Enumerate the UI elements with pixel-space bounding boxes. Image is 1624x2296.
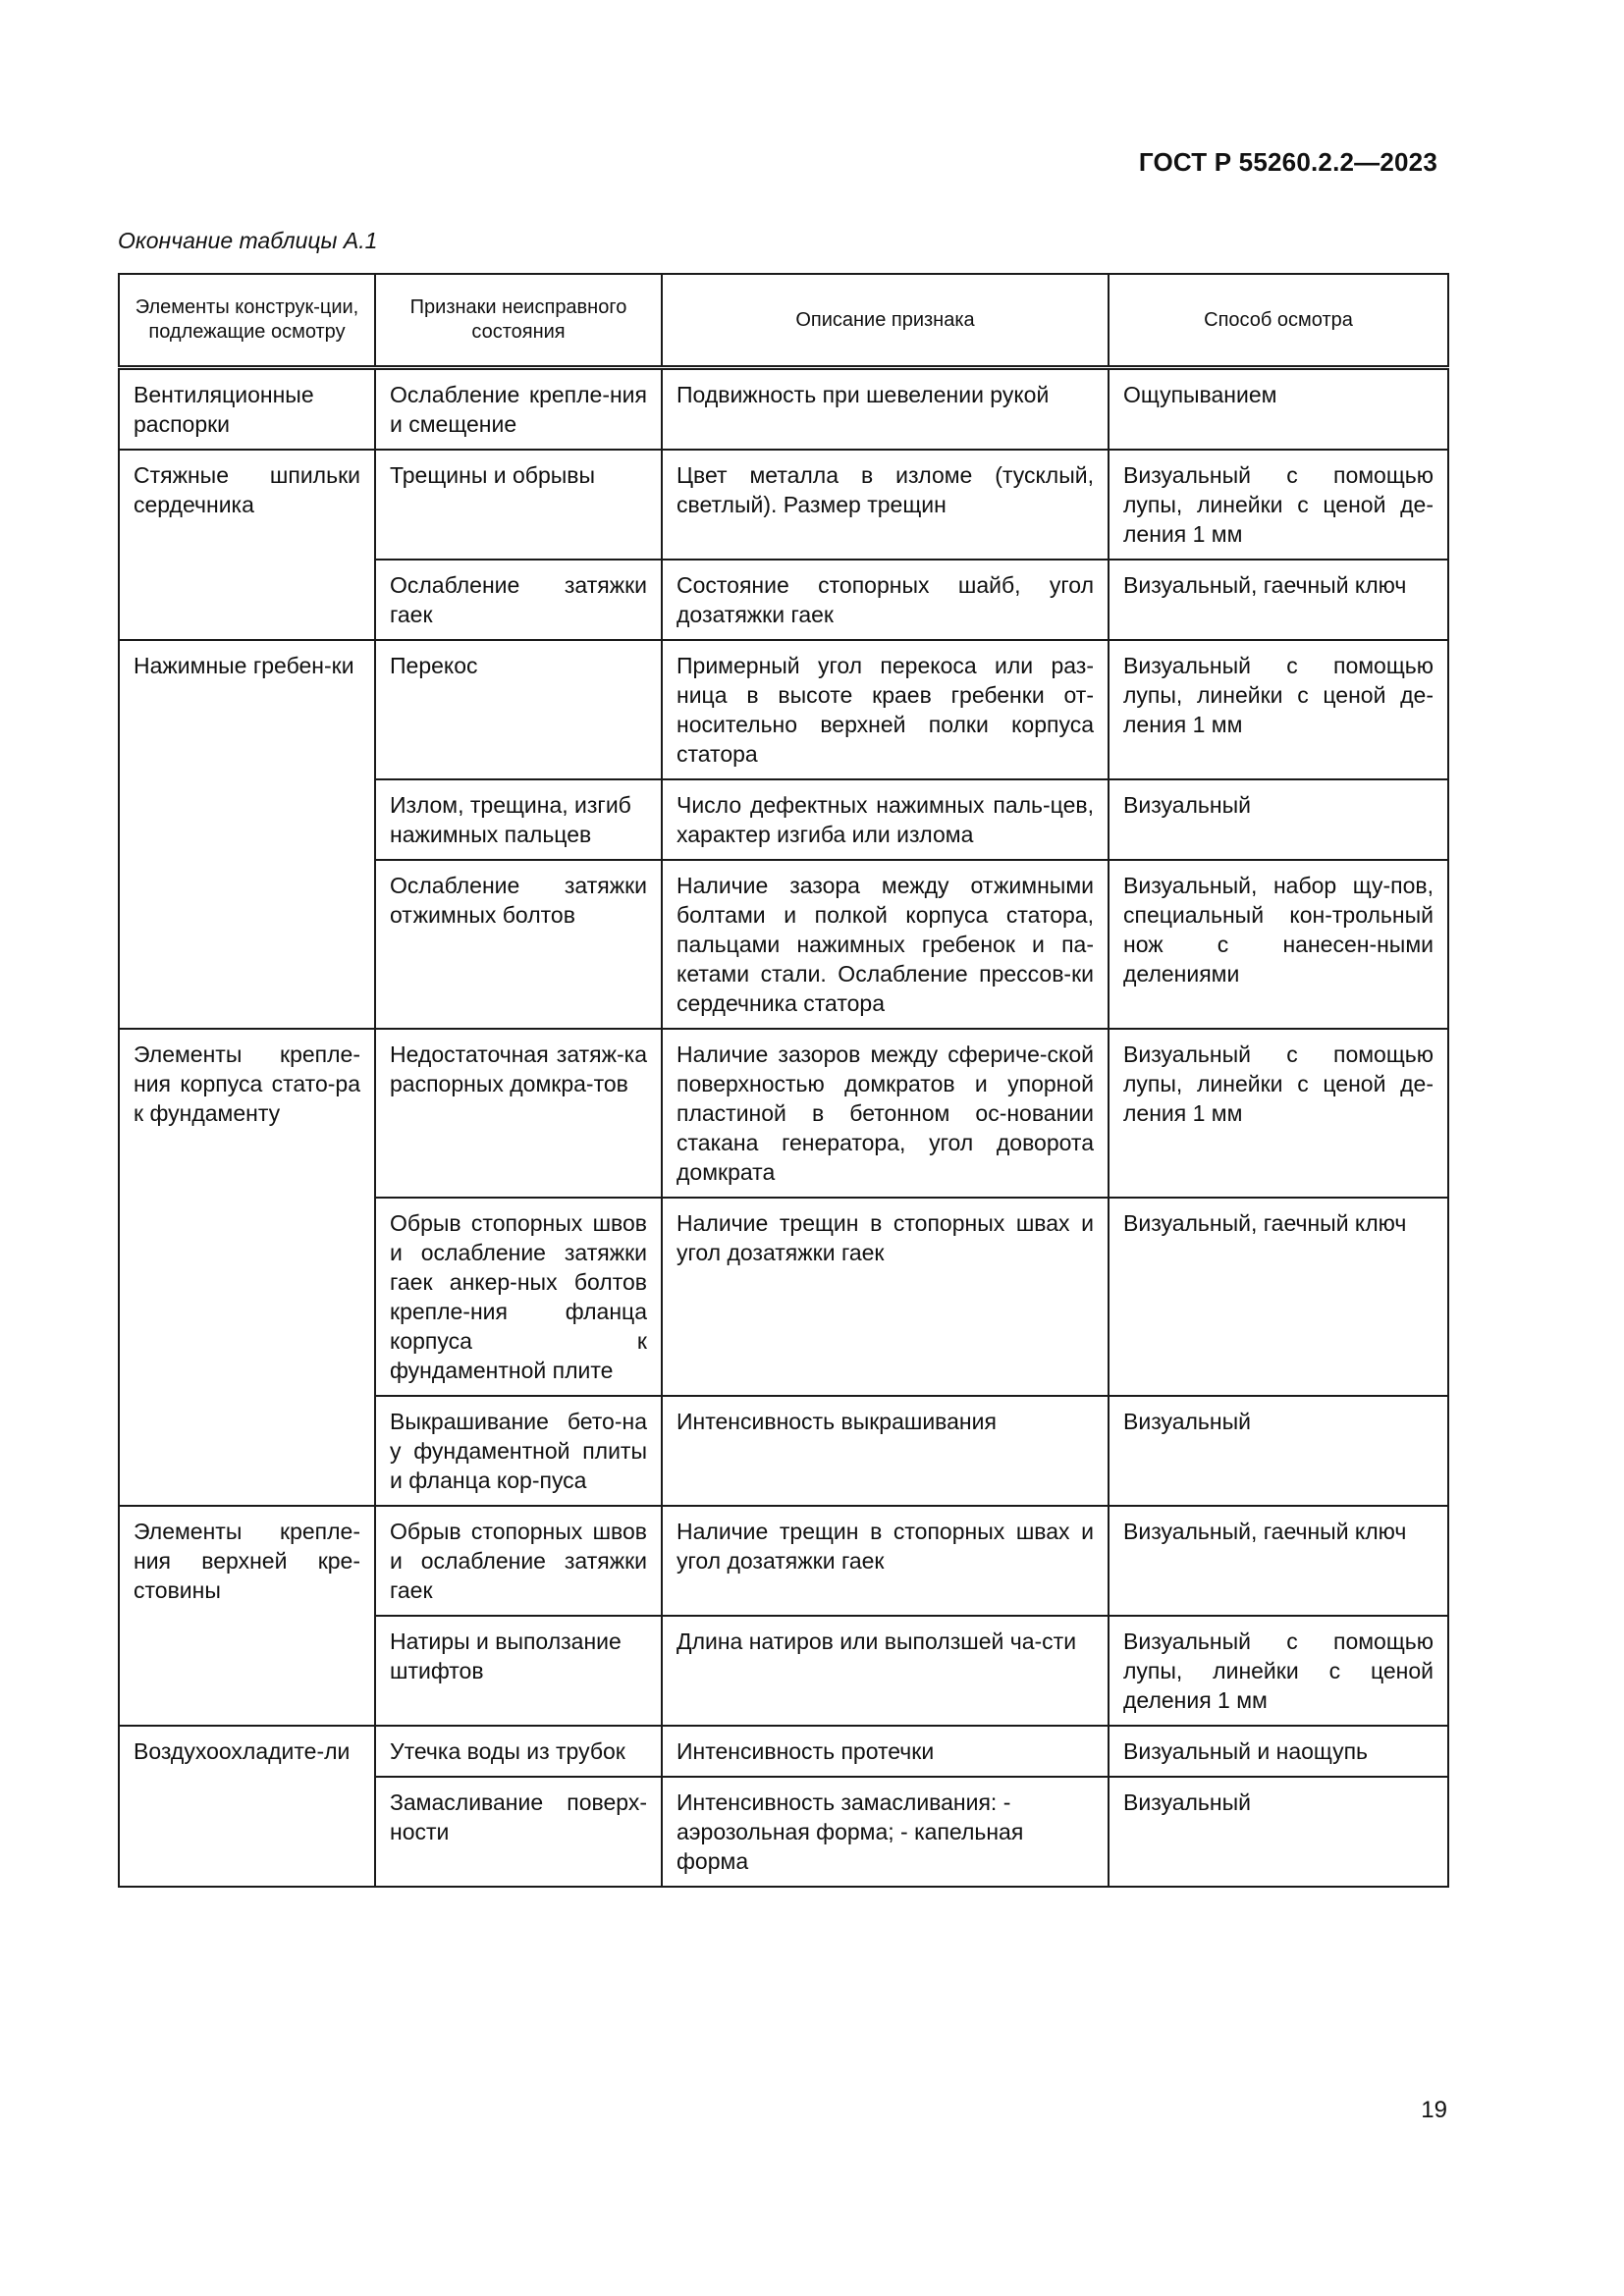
inspection-table (118, 273, 1449, 1888)
description-cell: Длина натиров или выползшей ча-сти (662, 1616, 1109, 1726)
sign-cell: Перекос (375, 640, 662, 779)
element-cell: Элементы крепле-ния верхней кре-стовины (119, 1506, 375, 1726)
element-cell: Воздухоохладите-ли (119, 1726, 375, 1887)
sign-cell: Замасливание поверх-ности (375, 1777, 662, 1887)
description-cell: Подвижность при шевелении рукой (662, 368, 1109, 451)
method-cell: Визуальный, набор щу-пов, специальный кон-трольный нож с нанесен-ными делениями (1109, 860, 1448, 1029)
method-cell: Визуальный с помощью лупы, линейки с ценой де-ления 1 мм (1109, 450, 1448, 560)
method-cell: Визуальный (1109, 1777, 1448, 1887)
method-cell: Визуальный, гаечный ключ (1109, 1198, 1448, 1396)
element-cell: Элементы крепле-ния корпуса стато-ра к фундаменту (119, 1029, 375, 1506)
description-cell: Наличие зазоров между сфериче-ской поверхностью домкратов и упорной пластиной в бетонном ос-новании стакана генератора, угол доворота домкрата (662, 1029, 1109, 1198)
sign-cell: Ослабление крепле-ния и смещение (375, 368, 662, 451)
header-description: Описание признака (662, 274, 1109, 368)
method-cell: Визуальный, гаечный ключ (1109, 1506, 1448, 1616)
sign-cell: Трещины и обрывы (375, 450, 662, 560)
header-elements: Элементы конструк-ции, подлежащие осмотру (119, 274, 375, 368)
sign-cell: Выкрашивание бето-на у фундаментной плиты и фланца кор-пуса (375, 1396, 662, 1506)
description-cell: Число дефектных нажимных паль-цев, характер изгиба или излома (662, 779, 1109, 860)
sign-cell: Обрыв стопорных швов и ослабление затяжки гаек анкер-ных болтов крепле-ния фланца корпуса к фундаментной плите (375, 1198, 662, 1396)
element-cell: Вентиляционные распорки (119, 368, 375, 451)
sign-cell: Ослабление затяжки гаек (375, 560, 662, 640)
method-cell: Визуальный и наощупь (1109, 1726, 1448, 1777)
table-caption: Окончание таблицы А.1 (118, 228, 378, 253)
table-header-row (119, 274, 1448, 368)
sign-cell: Ослабление затяжки отжимных болтов (375, 860, 662, 1029)
description-cell: Интенсивность протечки (662, 1726, 1109, 1777)
method-cell: Ощупыванием (1109, 368, 1448, 451)
method-cell: Визуальный с помощью лупы, линейки с ценой деления 1 мм (1109, 1616, 1448, 1726)
method-cell: Визуальный с помощью лупы, линейки с ценой де-ления 1 мм (1109, 1029, 1448, 1198)
header-method: Способ осмотра (1109, 274, 1448, 368)
method-cell: Визуальный (1109, 1396, 1448, 1506)
sign-cell: Обрыв стопорных швов и ослабление затяжки гаек (375, 1506, 662, 1616)
method-cell: Визуальный, гаечный ключ (1109, 560, 1448, 640)
element-cell: Стяжные шпильки сердечника (119, 450, 375, 640)
description-cell: Наличие трещин в стопорных швах и угол дозатяжки гаек (662, 1198, 1109, 1396)
table-row (119, 640, 1448, 779)
table-row (119, 1029, 1448, 1198)
document-code: ГОСТ Р 55260.2.2—2023 (1138, 147, 1437, 177)
table-row (119, 1726, 1448, 1777)
method-cell: Визуальный с помощью лупы, линейки с ценой де-ления 1 мм (1109, 640, 1448, 779)
table-row (119, 450, 1448, 560)
header-signs: Признаки неисправного состояния (375, 274, 662, 368)
description-cell: Интенсивность выкрашивания (662, 1396, 1109, 1506)
sign-cell: Утечка воды из трубок (375, 1726, 662, 1777)
description-cell: Наличие зазора между отжимными болтами и полкой корпуса статора, пальцами нажимных гребенок и па-кетами стали. Ослабление прессов-ки сердечника статора (662, 860, 1109, 1029)
description-cell: Примерный угол перекоса или раз-ница в высоте краев гребенки от-носительно верхней полки корпуса статора (662, 640, 1109, 779)
table-row (119, 1506, 1448, 1616)
element-cell: Нажимные гребен-ки (119, 640, 375, 1029)
description-cell: Состояние стопорных шайб, угол дозатяжки гаек (662, 560, 1109, 640)
description-cell: Наличие трещин в стопорных швах и угол дозатяжки гаек (662, 1506, 1109, 1616)
table-row (119, 368, 1448, 451)
sign-cell: Излом, трещина, изгиб нажимных пальцев (375, 779, 662, 860)
sign-cell: Натиры и выползание штифтов (375, 1616, 662, 1726)
description-cell: Цвет металла в изломе (тусклый, светлый). Размер трещин (662, 450, 1109, 560)
method-cell: Визуальный (1109, 779, 1448, 860)
sign-cell: Недостаточная затяж-ка распорных домкра-тов (375, 1029, 662, 1198)
description-cell: Интенсивность замасливания: - аэрозольная форма; - капельная форма (662, 1777, 1109, 1887)
page-number: 19 (1421, 2097, 1447, 2123)
